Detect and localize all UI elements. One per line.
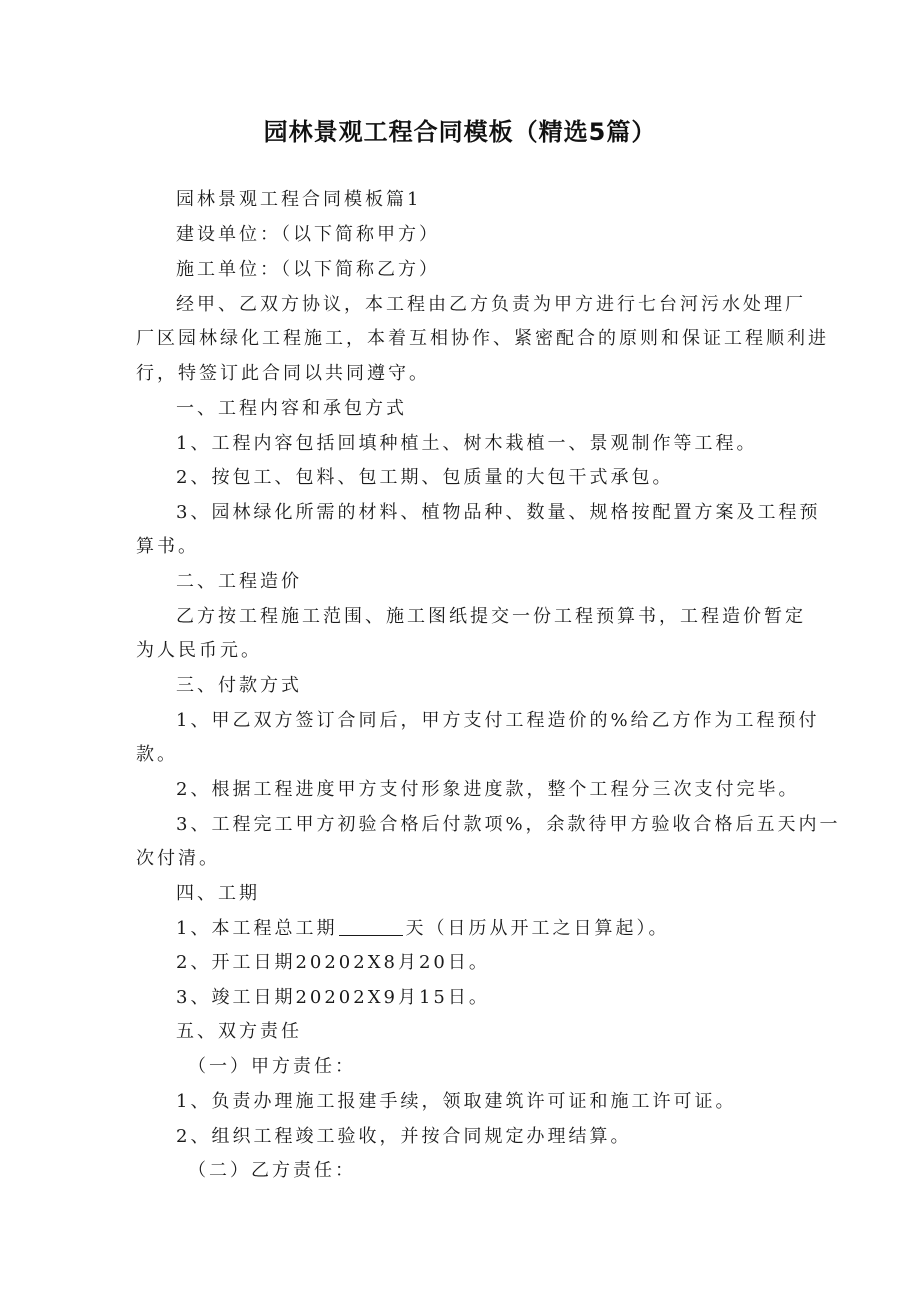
paragraph-line: 3、竣工日期20202X9月15日。 xyxy=(176,987,490,1008)
subsection-heading: （二）乙方责任： xyxy=(188,1160,356,1181)
paragraph-line: 1、负责办理施工报建手续，领取建筑许可证和施工许可证。 xyxy=(176,1091,737,1112)
paragraph-line: 算书。 xyxy=(136,536,199,557)
period-blank xyxy=(339,917,403,936)
period-label: 1、本工程总工期 xyxy=(176,918,338,939)
paragraph-line: 1、甲乙双方签订合同后，甲方支付工程造价的%给乙方作为工程预付 xyxy=(176,710,820,731)
clause-heading-3: 三、付款方式 xyxy=(176,675,302,696)
paragraph-line: 1、工程内容包括回填种植土、树木栽植一、景观制作等工程。 xyxy=(176,433,758,454)
paragraph-line: 经甲、乙双方协议，本工程由乙方负责为甲方进行七台河污水处理厂 xyxy=(176,294,806,315)
period-suffix: 天（日历从开工之日算起）。 xyxy=(405,918,670,939)
document-title: 园林景观工程合同模板（精选5篇） xyxy=(263,118,657,146)
paragraph-line: 为人民币元。 xyxy=(136,640,262,661)
paragraph-line: 2、开工日期20202X8月20日。 xyxy=(176,952,490,973)
contractor-line: 施工单位：（以下简称乙方） xyxy=(176,259,440,280)
period-line xyxy=(176,916,669,942)
section-heading-part1: 园林景观工程合同模板篇1 xyxy=(176,189,422,210)
paragraph-line: 乙方按工程施工范围、施工图纸提交一份工程预算书，工程造价暂定 xyxy=(176,606,806,627)
clause-heading-2: 二、工程造价 xyxy=(176,571,302,592)
paragraph-line: 次付清。 xyxy=(136,848,220,869)
paragraph-line: 2、根据工程进度甲方支付形象进度款，整个工程分三次支付完毕。 xyxy=(176,779,800,800)
clause-heading-5: 五、双方责任 xyxy=(176,1021,302,1042)
paragraph-line: 2、组织工程竣工验收，并按合同规定办理结算。 xyxy=(176,1126,632,1147)
clause-heading-4: 四、工期 xyxy=(176,883,260,904)
clause-heading-1: 一、工程内容和承包方式 xyxy=(176,398,407,419)
paragraph-line: 款。 xyxy=(136,744,178,765)
paragraph-line: 行，特签订此合同以共同遵守。 xyxy=(136,363,430,384)
paragraph-line: 2、按包工、包料、包工期、包质量的大包干式承包。 xyxy=(176,467,674,488)
subsection-heading: （一）甲方责任： xyxy=(188,1056,356,1077)
paragraph-line: 厂区园林绿化工程施工，本着互相协作、紧密配合的原则和保证工程顺利进 xyxy=(136,328,829,349)
paragraph-line: 3、园林绿化所需的材料、植物品种、数量、规格按配置方案及工程预 xyxy=(176,502,821,523)
client-line: 建设单位：（以下简称甲方） xyxy=(176,224,440,245)
paragraph-line: 3、工程完工甲方初验合格后付款项%，余款待甲方验收合格后五天内一 xyxy=(176,814,841,835)
